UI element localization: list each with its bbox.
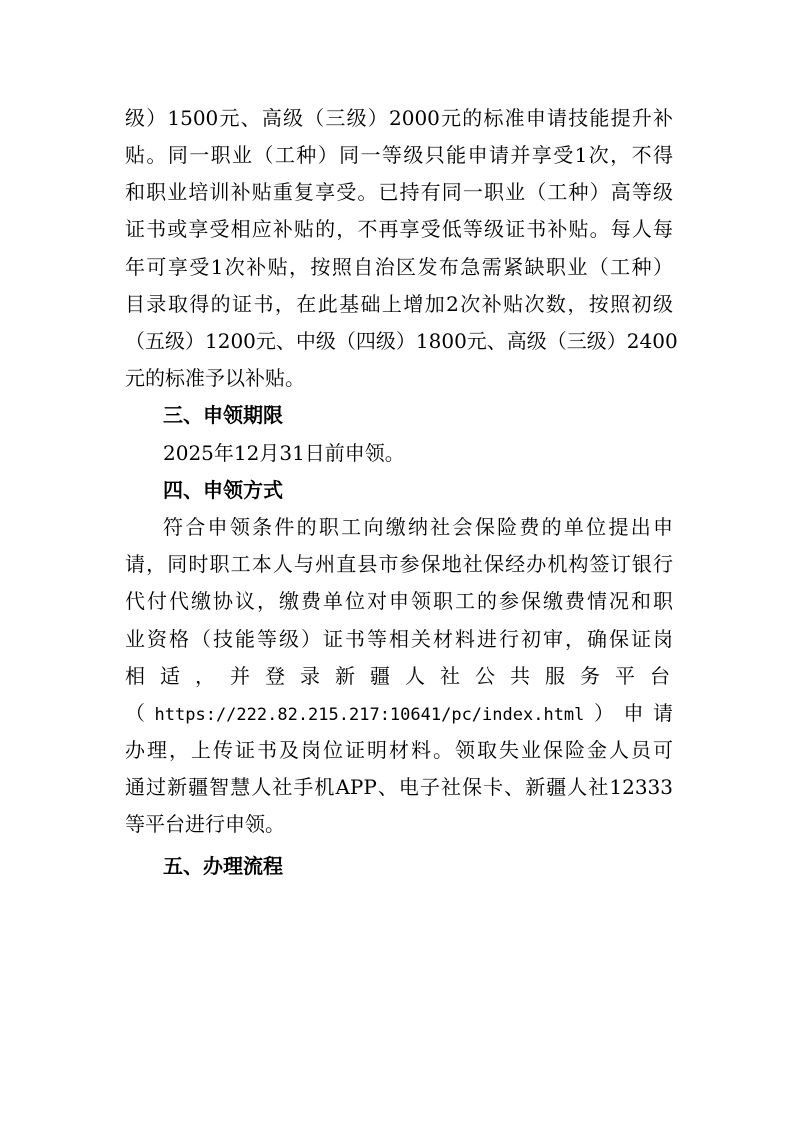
paragraph-line: 代付代缴协议，缴费单位对申领职工的参保缴费情况和职: [125, 589, 673, 613]
paragraph-line: 等平台进行申领。: [125, 812, 285, 836]
paragraph-line: 目录取得的证书，在此基础上增加2次补贴次数，按照初级: [125, 292, 673, 316]
deadline-text: 2025年12月31日前申领。: [163, 441, 405, 465]
url-line: [125, 695, 673, 731]
paragraph-line: （五级）1200元、中级（四级）1800元、高级（三级）2400: [125, 329, 678, 353]
section-heading: 四、申领方式: [163, 478, 283, 502]
paragraph-line: 级）1500元、高级（三级）2000元的标准申请技能提升补: [125, 106, 673, 130]
paragraph-line: 办理，上传证书及岗位证明材料。领取失业保险金人员可: [125, 738, 673, 762]
paragraph-line: 年可享受1次补贴，按照自治区发布急需紧缺职业（工种）: [125, 255, 673, 279]
paragraph-line: 符合申领条件的职工向缴纳社会保险费的单位提出申: [163, 515, 673, 539]
paragraph-line: 通过新疆智慧人社手机APP、电子社保卡、新疆人社12333: [125, 775, 673, 799]
paragraph-line: 请，同时职工本人与州直县市参保地社保经办机构签订银行: [125, 552, 673, 576]
service-platform-url[interactable]: https://222.82.215.217:10641/pc/index.html: [154, 705, 585, 725]
paragraph-line: 元的标准予以补贴。: [125, 366, 305, 390]
paragraph-line: 业资格（技能等级）证书等相关材料进行初审，确保证岗: [125, 627, 673, 651]
url-open-paren: （: [125, 701, 155, 725]
section-heading: 五、办理流程: [163, 854, 283, 878]
section-heading: 三、申领期限: [163, 403, 283, 427]
paragraph-line: 贴。同一职业（工种）同一等级只能申请并享受1次，不得: [125, 143, 673, 167]
paragraph-line: 和职业培训补贴重复享受。已持有同一职业（工种）高等级: [125, 180, 673, 204]
paragraph-line: 证书或享受相应补贴的，不再享受低等级证书补贴。每人每: [125, 217, 673, 241]
paragraph-line: 相适，并登录新疆人社公共服务平台: [125, 664, 685, 688]
url-close-paren: ）申请: [584, 701, 673, 725]
